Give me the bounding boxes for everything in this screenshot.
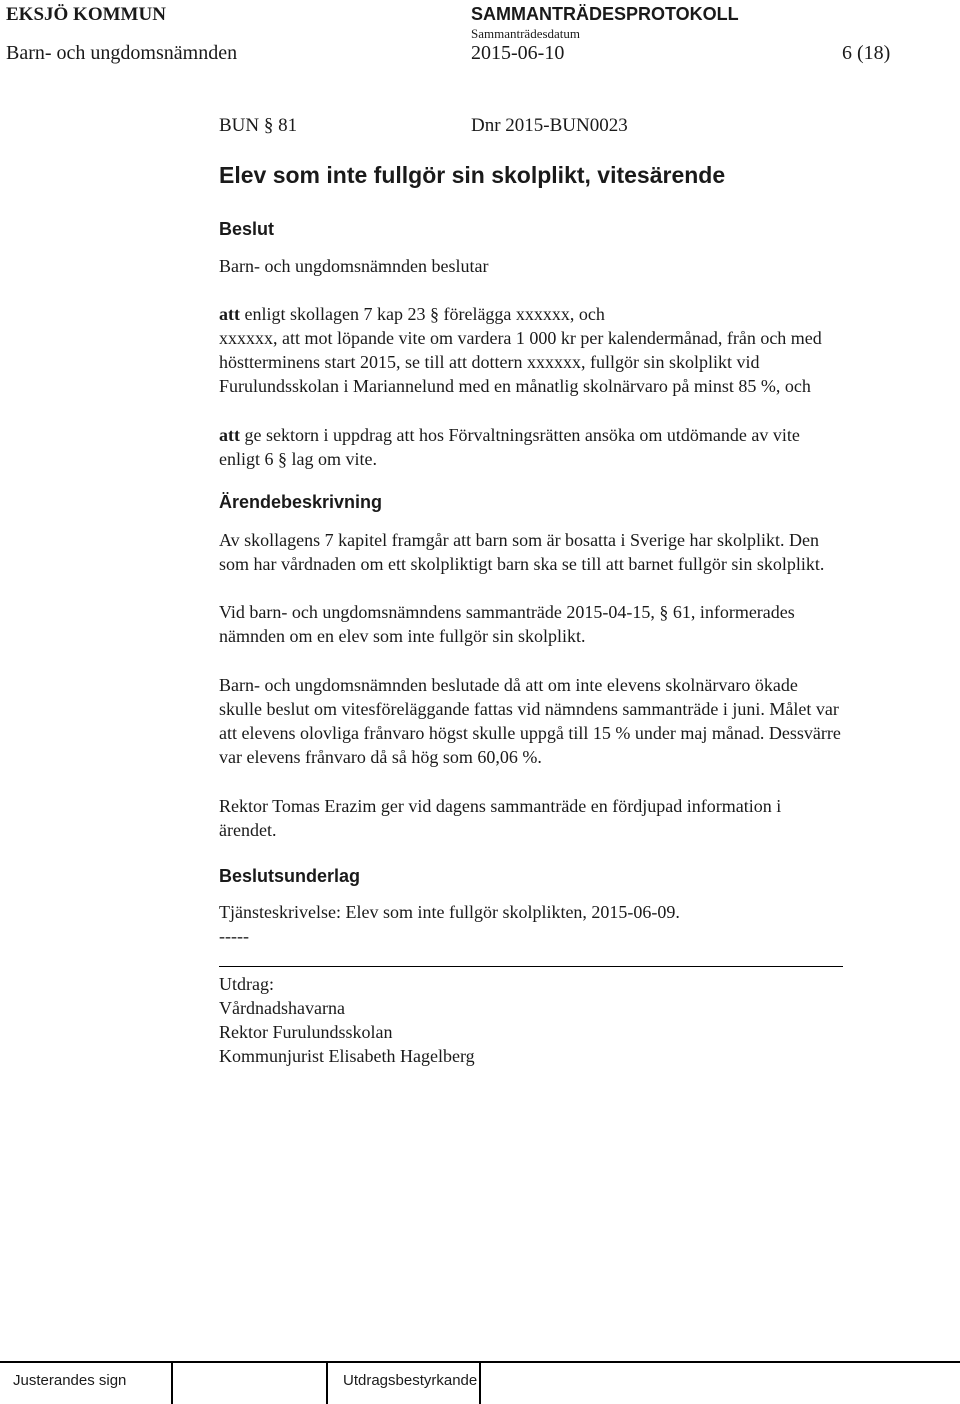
paragraph-line: Vid barn- och ungdomsnämndens sammanträde 2015-04-15, § 61, informerades <box>219 602 795 622</box>
beslutsunderlag-content <box>219 900 919 948</box>
paragraph-line: Rektor Tomas Erazim ger vid dagens sammanträde en fördjupad information i <box>219 796 782 816</box>
date-label: Sammanträdesdatum <box>471 26 581 41</box>
beslutsunderlag-heading: Beslutsunderlag <box>219 866 361 886</box>
paragraph-line: Av skollagens 7 kapitel framgår att barn som är bosatta i Sverige har skolplikt. Den <box>219 530 820 550</box>
utdrag-separator <box>219 966 843 967</box>
case-number: BUN § 81 <box>219 115 298 136</box>
paragraph-line: ärendet. <box>219 820 277 840</box>
separator-dashes: ----- <box>219 926 249 946</box>
paragraph-line: skulle beslut om vitesföreläggande fattas vid nämndens sammanträde i juni. Målet var <box>219 699 839 719</box>
beslut-intro: Barn- och ungdomsnämnden beslutar <box>219 256 489 276</box>
paragraph-line: som har vårdnaden om ett skolpliktigt barn ska se till att barnet fullgör sin skolplikt. <box>219 554 825 574</box>
utdrag-section <box>219 972 919 1068</box>
document-type: SAMMANTRÄDESPROTOKOLL <box>471 4 739 24</box>
beslutsunderlag-line: Tjänsteskrivelse: Elev som inte fullgör skolplikten, 2015-06-09. <box>219 902 680 922</box>
utdrag-recipient: Rektor Furulundsskolan <box>219 1022 393 1042</box>
beslut-heading: Beslut <box>219 219 275 239</box>
arende-paragraph-3 <box>219 673 919 769</box>
committee-name: Barn- och ungdomsnämnden <box>6 42 238 64</box>
utdragsbestyrkande-label: Utdragsbestyrkande <box>343 1372 478 1389</box>
paragraph-line: nämnden om en elev som inte fullgör sin skolplikt. <box>219 626 586 646</box>
beslut-line: enligt skollagen 7 kap 23 § förelägga xxxxxx, och <box>240 304 605 324</box>
beslut-item-1 <box>219 302 919 398</box>
beslut-item-2 <box>219 423 919 471</box>
arende-paragraph-4 <box>219 794 919 842</box>
beslut-line: höstterminens start 2015, se till att dottern xxxxxx, fullgör sin skolplikt vid <box>219 352 760 372</box>
utdrag-recipient: Vårdnadshavarna <box>219 998 345 1018</box>
att-keyword: att <box>219 304 240 324</box>
page-number: 6 (18) <box>842 42 891 64</box>
utdrag-label: Utdrag: <box>219 974 274 994</box>
meeting-date: 2015-06-10 <box>471 42 565 64</box>
beslut-line: Furulundsskolan i Mariannelund med en månatlig skolnärvaro på minst 85 %, och <box>219 376 811 396</box>
att-keyword: att <box>219 425 240 445</box>
justerandes-sign-label: Justerandes sign <box>13 1372 127 1389</box>
beslut-line: ge sektorn i uppdrag att hos Förvaltningsrätten ansöka om utdömande av vite <box>240 425 800 445</box>
arende-paragraph-2 <box>219 600 919 648</box>
arende-paragraph-1 <box>219 528 919 576</box>
municipality-name: EKSJÖ KOMMUN <box>6 4 166 25</box>
arendebeskrivning-heading: Ärendebeskrivning <box>219 492 383 512</box>
beslut-line: xxxxxx, att mot löpande vite om vardera 1 000 kr per kalendermånad, från och med <box>219 328 822 348</box>
paragraph-line: Barn- och ungdomsnämnden beslutade då att om inte elevens skolnärvaro ökade <box>219 675 798 695</box>
footer-divider-3 <box>479 1361 481 1404</box>
case-title: Elev som inte fullgör sin skolplikt, vitesärende <box>219 162 726 188</box>
case-dnr: Dnr 2015-BUN0023 <box>471 115 628 136</box>
paragraph-line: att elevens olovliga frånvaro högst skulle uppgå till 15 % under maj månad. Dessvärre <box>219 723 841 743</box>
utdrag-recipient: Kommunjurist Elisabeth Hagelberg <box>219 1046 475 1066</box>
paragraph-line: var elevens frånvaro då så hög som 60,06 %. <box>219 747 542 767</box>
beslut-line: enligt 6 § lag om vite. <box>219 449 377 469</box>
footer-divider-1 <box>171 1361 173 1404</box>
footer-divider-2 <box>326 1361 328 1404</box>
